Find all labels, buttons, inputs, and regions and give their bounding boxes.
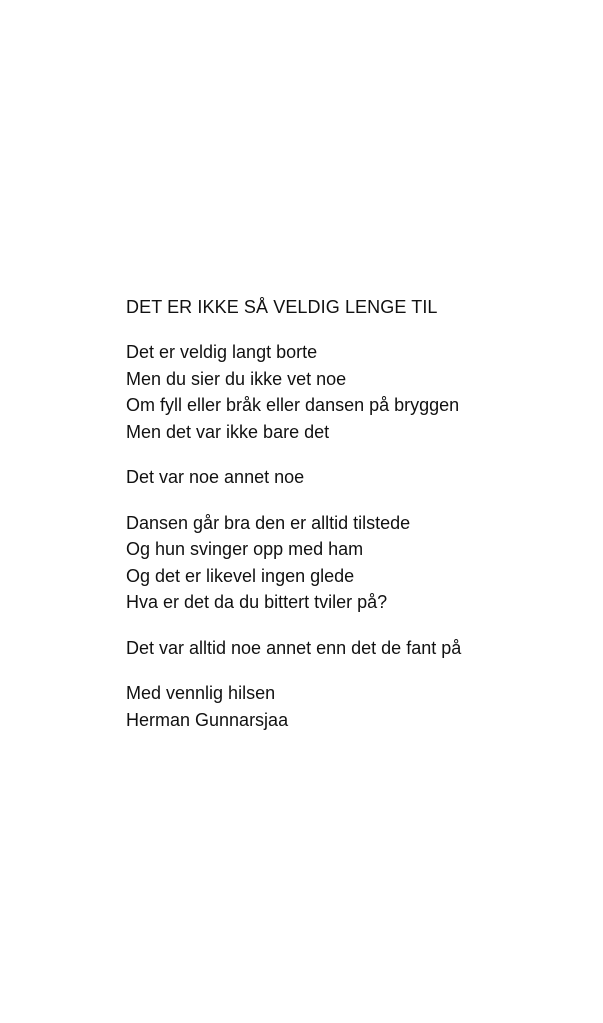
poem-line: Men det var ikke bare det bbox=[126, 421, 330, 442]
closing bbox=[126, 680, 566, 733]
stanza-3 bbox=[126, 510, 566, 616]
closing-signature: Herman Gunnarsjaa bbox=[126, 709, 289, 730]
poem-line: Det er veldig langt borte bbox=[126, 342, 318, 362]
poem-line: Det var noe annet noe bbox=[126, 467, 305, 487]
closing-greeting: Med vennlig hilsen bbox=[126, 683, 276, 703]
poem-line: Og hun svinger opp med ham bbox=[126, 539, 364, 559]
poem-line: Dansen går bra den er alltid tilstede bbox=[126, 512, 411, 533]
poem-line: Men du sier du ikke vet noe bbox=[126, 368, 347, 389]
stanza-2 bbox=[126, 464, 566, 491]
stanza-4 bbox=[126, 635, 566, 662]
poem-title: DET ER IKKE SÅ VELDIG LENGE TIL bbox=[126, 297, 438, 317]
poem-line: Om fyll eller bråk eller dansen på bryggen bbox=[126, 395, 460, 415]
poem-line: Og det er likevel ingen glede bbox=[126, 565, 355, 586]
poem-line: Hva er det da du bittert tviler på? bbox=[126, 592, 388, 612]
stanza-1 bbox=[126, 339, 566, 445]
poem-line: Det var alltid noe annet enn det de fant på bbox=[126, 637, 462, 658]
poem-body bbox=[126, 294, 566, 752]
